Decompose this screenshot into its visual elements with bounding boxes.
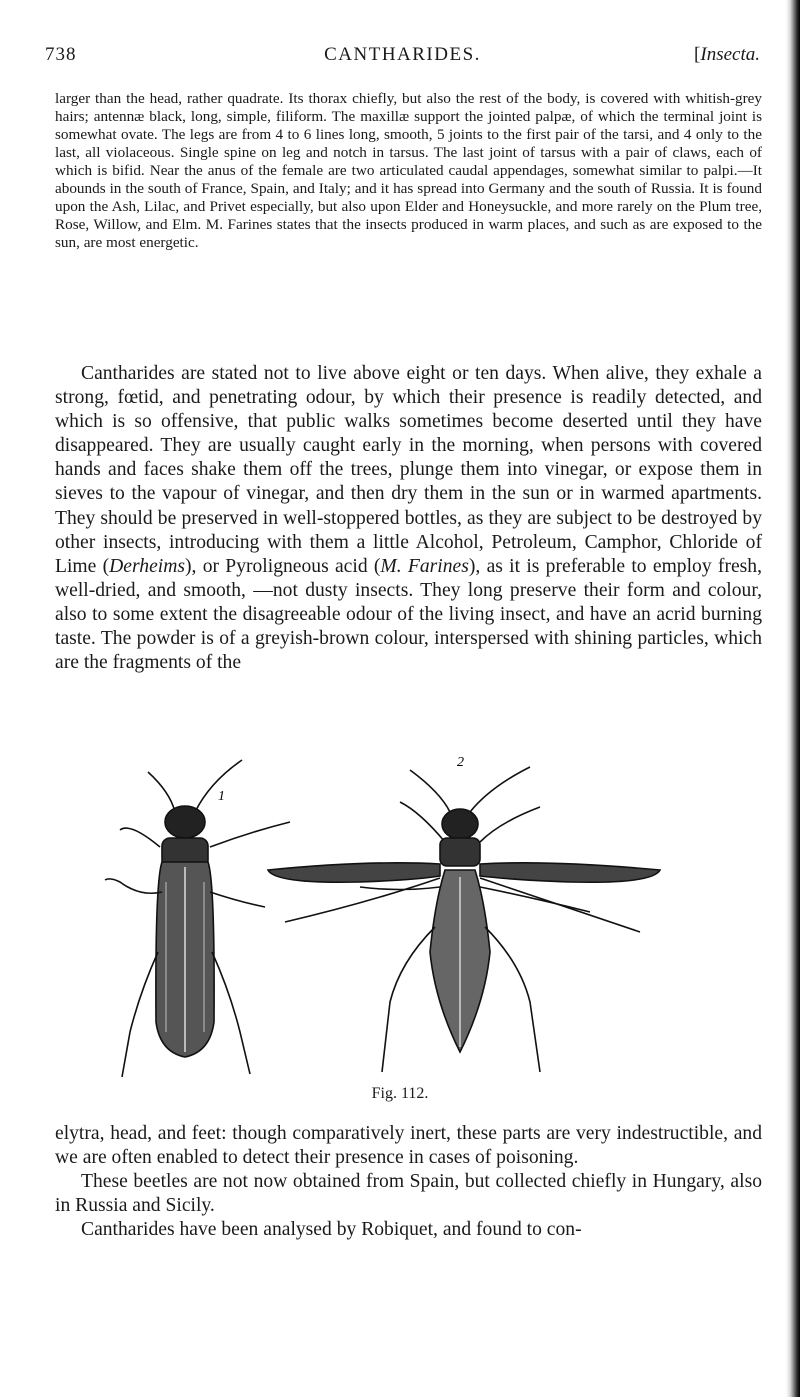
analysis-paragraph: Cantharides have been analysed by Robiquet, and found to con- xyxy=(81,1219,582,1241)
running-header xyxy=(45,44,760,72)
figure-label-1: 1 xyxy=(218,789,225,804)
citation-derheims: Derheims xyxy=(109,555,185,577)
paragraph-part-1: Cantharides are stated not to live above eight or ten days. When alive, they exhale a strong, fœtid, and penetrating odour, by which their presence is readily detected, and which is so offensive, that public walks sometimes become deserted until they have disappeared. They are usually caught early in the morning, when persons with covered hands and faces shake them off the trees, plunge them into vinegar, or expose them in sieves to the vapour of vinegar, and then dry them in the sun or in warmed apartments. They should be preserved in well-stoppered bottles, as they are subject to be destroyed by other insects, introducing with them a little Alcohol, Petroleum, Camphor, Chloride of Lime ( xyxy=(55,363,762,577)
figure-112 xyxy=(100,752,700,1107)
beetle-illustration xyxy=(100,752,700,1082)
sourcing-paragraph: These beetles are not now obtained from Spain, but collected chiefly in Hungary, also in Russia and Sicily. xyxy=(55,1171,762,1217)
citation-farines: M. Farines xyxy=(380,555,469,577)
small-print-text: larger than the head, rather quadrate. Its thorax chiefly, but also the rest of the body, is covered with whitish-grey hairs; antennæ black, long, simple, filiform. The maxillæ support the jointed palpæ, of which the terminal joint is somewhat ovate. The legs are from 4 to 6 lines long, smooth, 5 joints to the first pair of the tarsi, and 4 only to the last, all violaceous. Single spine on leg and notch in tarsus. The last joint of tarsus with a pair of claws, each of which is bifid. Near the anus of the female are two articulated caudal appendages, somewhat similar to palpi.—It abounds in the south of France, Spain, and Italy; and it has spread into Germany and the south of Russia. It is found upon the Ash, Lilac, and Privet especially, but also upon Elder and Honeysuckle, and more rarely on the Plum tree, Rose, Willow, and Elm. M. Farines states that the insects produced in warm places, and such as are exposed to the sun, are most energetic. xyxy=(55,90,762,251)
description-paragraph xyxy=(55,90,762,252)
figure-label-2: 2 xyxy=(457,755,464,770)
page-number: 738 xyxy=(45,44,77,65)
closing-paragraphs xyxy=(55,1122,762,1242)
paragraph-text xyxy=(55,362,762,675)
collection-paragraph xyxy=(55,362,762,675)
figure-caption: Fig. 112. xyxy=(371,1085,429,1102)
section-label: Insecta. xyxy=(700,44,760,65)
running-title: CANTHARIDES. xyxy=(324,44,481,65)
continuation-text: elytra, head, and feet: though comparatively inert, these parts are very indestructible, and we are often enabled to detect their presence in cases of poisoning. xyxy=(55,1123,762,1169)
beetle-1-drawing xyxy=(105,760,290,1077)
paragraph-part-2: ), or Pyroligneous acid ( xyxy=(185,555,381,577)
paragraph-part-3: ), as it is preferable to employ fresh, well-dried, and smooth, —not dusty insects. They long preserve their form and colour, also to some extent the disagreeable odour of the living insect, and have an acrid burning taste. The powder is of a greyish-brown colour, interspersed with shining particles, which are the fragments of the xyxy=(55,555,762,674)
section-name xyxy=(694,44,760,66)
beetle-2-drawing xyxy=(268,767,660,1072)
section-bracket: [ xyxy=(694,44,701,65)
book-spine-edge xyxy=(786,0,800,1397)
